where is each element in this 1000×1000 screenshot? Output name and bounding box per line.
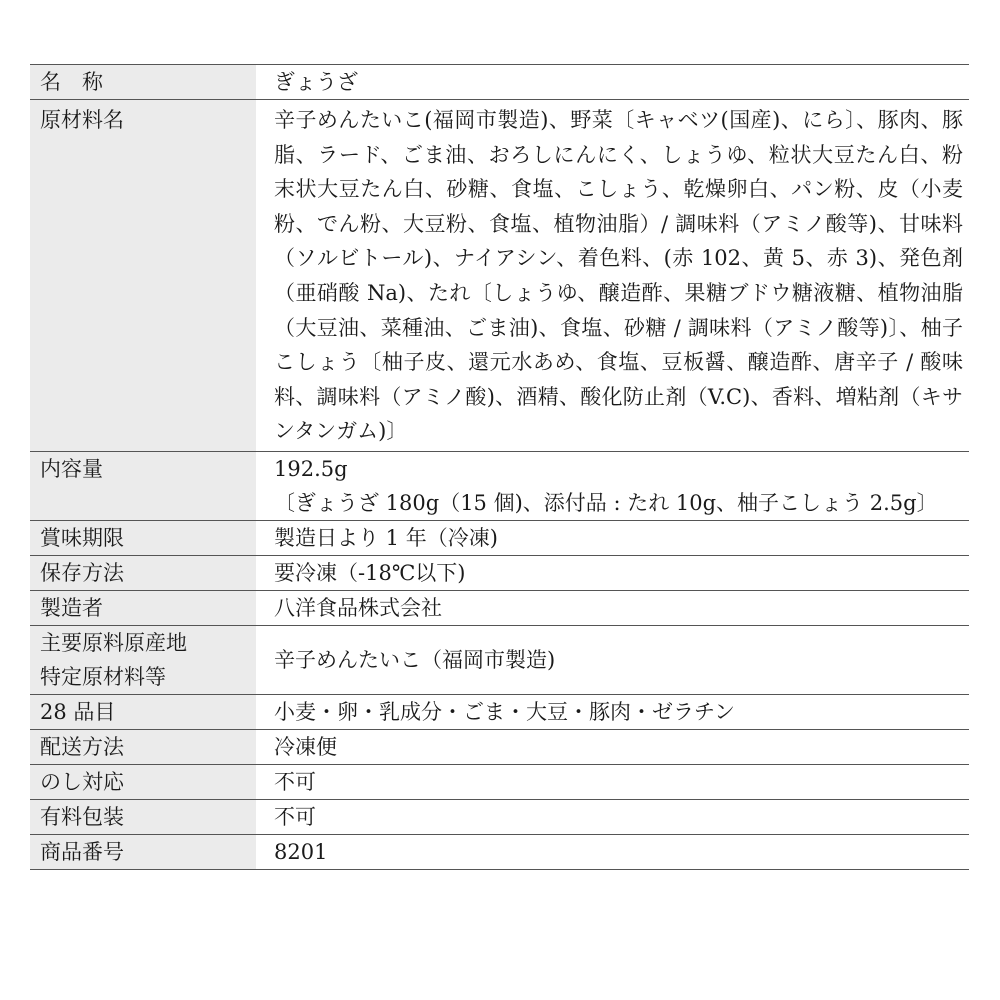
table-row-gift-wrap <box>30 799 969 834</box>
row-value: ぎょうざ <box>274 70 358 94</box>
table-row-name <box>30 65 969 100</box>
row-label: 原材料名 <box>30 100 256 452</box>
row-label: 名 称 <box>30 65 256 100</box>
row-value: 8201 <box>274 839 328 864</box>
row-value: 製造日より 1 年（冷凍) <box>274 525 498 550</box>
table-row-origin-allergens <box>30 625 969 694</box>
table-row-ingredients <box>30 100 969 452</box>
row-value: 辛子めんたいこ（福岡市製造) <box>274 647 556 672</box>
row-label: 28 品目 <box>30 694 256 729</box>
table-row-noshi <box>30 764 969 799</box>
table-row-net-content <box>30 451 969 520</box>
row-value: 八洋食品株式会社 <box>274 595 442 620</box>
table-row-manufacturer <box>30 590 969 625</box>
row-value: 192.5g 〔ぎょうざ 180g（15 個)、添付品 : たれ 10g、柚子こしょう 2.5g〕 <box>274 456 938 515</box>
row-label: 内容量 <box>30 451 256 520</box>
row-value: 不可 <box>274 804 316 829</box>
row-label: 有料包装 <box>30 799 256 834</box>
row-label: 賞味期限 <box>30 520 256 555</box>
table-row-delivery <box>30 729 969 764</box>
row-label: のし対応 <box>30 764 256 799</box>
product-spec-table <box>30 64 969 870</box>
row-label: 製造者 <box>30 590 256 625</box>
row-value: 要冷凍（-18℃以下) <box>274 560 466 585</box>
row-value: 辛子めんたいこ(福岡市製造)、野菜〔キャベツ(国産)、にら〕、豚肉、豚脂、ラード、ごま油、おろしにんにく、しょうゆ、粒状大豆たん白、粉末状大豆たん白、砂糖、食塩、こしょう、乾燥卵白、パン粉、皮（小麦粉、でん粉、大豆粉、食塩、植物油脂）/ 調味料（アミノ酸等)、甘味料（ソルビトール)、ナイアシン、着色料、(赤 102、黄 5、赤 3)、発色剤（亜硝酸 Na)、たれ〔しょうゆ、醸造酢、果糖ブドウ糖液糖、植物油脂（大豆油、菜種油、ごま油)、食塩、砂糖 / 調味料（アミノ酸等)〕、柚子こしょう〔柚子皮、還元水あめ、食塩、豆板醤、醸造酢、唐辛子 / 酸味料、調味料（アミノ酸)、酒精、酸化防止剤（V.C)、香料、増粘剤（キサンタンガム)〕 <box>274 108 963 444</box>
row-label: 商品番号 <box>30 834 256 869</box>
row-value: 不可 <box>274 769 316 794</box>
row-value: 小麦・卵・乳成分・ごま・大豆・豚肉・ゼラチン <box>274 699 735 724</box>
table-row-best-before <box>30 520 969 555</box>
table-row-storage <box>30 555 969 590</box>
row-label: 保存方法 <box>30 555 256 590</box>
row-label: 配送方法 <box>30 729 256 764</box>
row-value: 冷凍便 <box>274 734 337 759</box>
table-row-28-items <box>30 694 969 729</box>
row-label: 主要原料原産地 特定原材料等 <box>30 625 256 694</box>
table-row-product-number <box>30 834 969 869</box>
